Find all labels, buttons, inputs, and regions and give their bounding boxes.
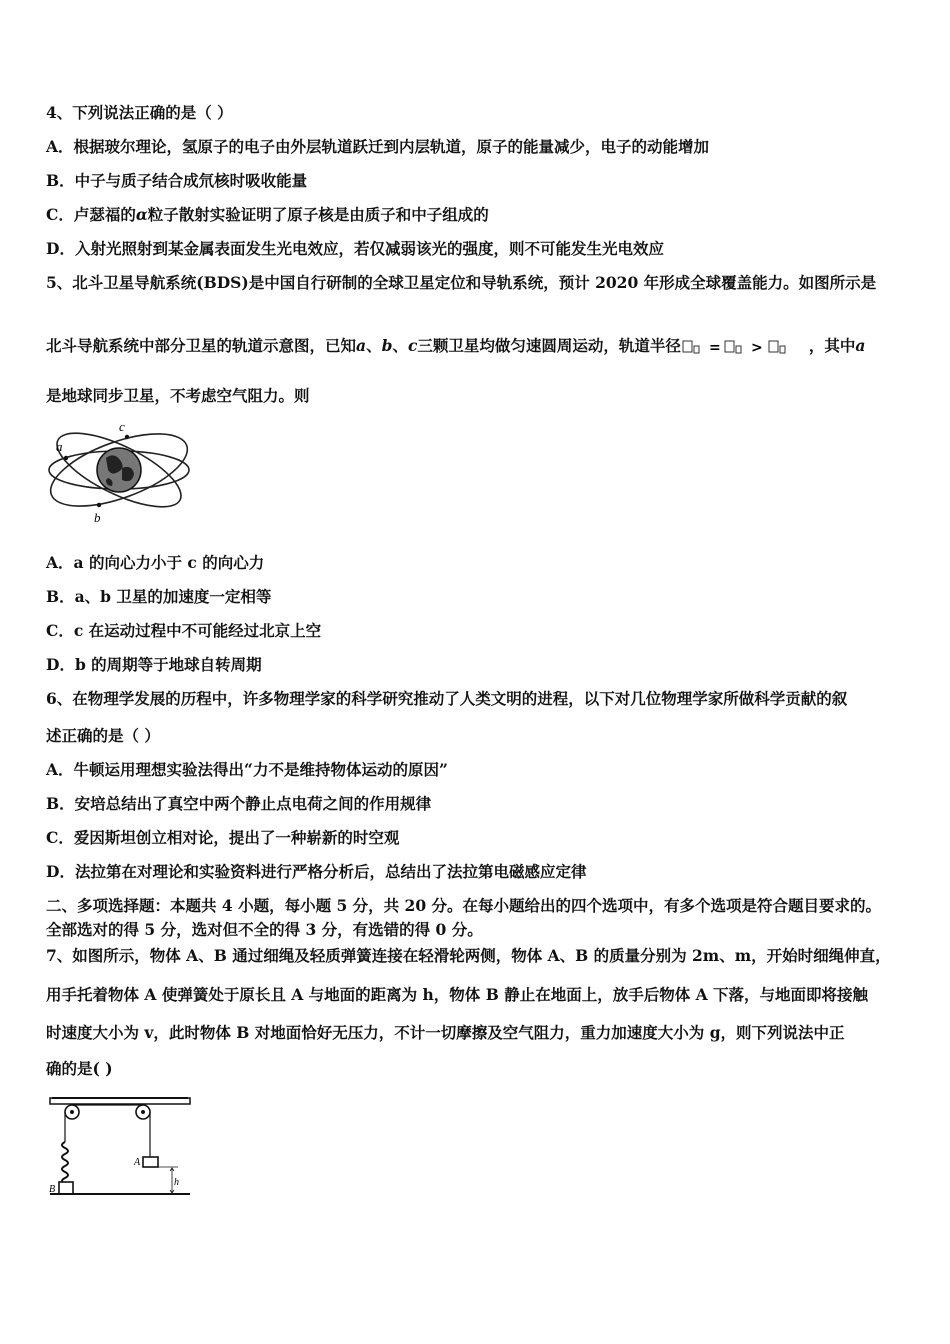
satellite-a-dot xyxy=(64,456,68,460)
q6-option-c: C．爱因斯坦创立相对论，提出了一种崭新的时空观 xyxy=(46,828,400,847)
q5-stem2-pre: 北斗导航系统中部分卫星的轨道示意图，已知 xyxy=(46,336,357,355)
q5-stem-line3: 是地球同步卫星，不考虑空气阻力。则 xyxy=(46,386,310,405)
q4-stem: 4、下列说法正确的是（ ） xyxy=(46,103,233,122)
q6-stem-line1: 6、在物理学发展的历程中，许多物理学家的科学研究推动了人类文明的进程，以下对几位物理学家所做科学贡献的叙 xyxy=(46,689,848,708)
q4-option-a: A．根据玻尔理论，氢原子的电子由外层轨道跃迁到内层轨道，原子的能量减少，电子的动能增加 xyxy=(46,137,710,156)
q5-option-b: B．a、b 卫星的加速度一定相等 xyxy=(46,587,272,606)
q5-option-d: D．b 的周期等于地球自转周期 xyxy=(46,655,262,674)
q5-option-a: A．a 的向心力小于 c 的向心力 xyxy=(46,553,265,572)
q5-stem2-mid: 三颗卫星均做匀速圆周运动，轨道半径 xyxy=(417,336,681,355)
section2-line1: 二、多项选择题：本题共 4 小题，每小题 5 分，共 20 分。在每小题给出的四个选项中，有多个选项是符合题目要求的。 xyxy=(46,896,882,915)
pulley-spring-diagram xyxy=(44,1094,194,1204)
section2-line2: 全部选对的得 5 分，选对但不全的得 3 分，有选错的得 0 分。 xyxy=(46,920,483,939)
alpha-symbol: α xyxy=(135,205,148,224)
sep-2: 、 xyxy=(392,336,408,355)
label-a: a xyxy=(56,439,63,454)
label-c: c xyxy=(119,420,125,434)
q7-stem-line3: 时速度大小为 v，此时物体 B 对地面恰好无压力，不计一切摩擦及空气阻力，重力加速度大小为 g，则下列说法中正 xyxy=(46,1023,845,1042)
q6-option-d: D．法拉第在对理论和实验资料进行严格分析后，总结出了法拉第电磁感应定律 xyxy=(46,862,587,881)
q4-option-d: D．入射光照射到某金属表面发生光电效应，若仅减弱该光的强度，则不可能发生光电效应 xyxy=(46,239,664,258)
q6-option-a: A．牛顿运用理想实验法得出“力不是维持物体运动的原因” xyxy=(46,760,448,779)
label-A: A xyxy=(134,1157,141,1168)
q5-stem-line2 xyxy=(46,336,865,356)
q7-stem-line2: 用手托着物体 A 使弹簧处于原长且 A 与地面的距离为 h，物体 B 静止在地面上，放手后物体 A 下落，与地面即将接触 xyxy=(46,985,869,1004)
q5-stem-line1: 5、北斗卫星导航系统(BDS)是中国自行研制的全球卫星定位和导轨系统，预计 2020 年形成全球覆盖能力。如图所示是 xyxy=(46,273,877,292)
satellite-orbit-diagram xyxy=(44,420,194,528)
svg-text:>: > xyxy=(750,340,763,356)
q4-option-c xyxy=(46,205,489,225)
var-a: a xyxy=(356,336,367,355)
label-h: h xyxy=(174,1177,179,1188)
sep-1: 、 xyxy=(366,336,382,355)
spring xyxy=(62,1142,68,1188)
q7-stem-line1: 7、如图所示，物体 A、B 通过细绳及轻质弹簧连接在轻滑轮两侧，物体 A、B 的质量分别为 2m、m，开始时细绳伸直， xyxy=(46,946,891,965)
q4-option-b: B．中子与质子结合成氘核时吸收能量 xyxy=(46,171,308,190)
q4-option-c-post: 粒子散射实验证明了原子核是由质子和中子组成的 xyxy=(147,205,489,224)
label-b: b xyxy=(94,510,101,525)
satellite-c-dot xyxy=(125,435,129,439)
svg-text:=: = xyxy=(708,340,721,356)
q6-stem-line2: 述正确的是（ ） xyxy=(46,726,160,745)
var-b: b xyxy=(381,336,393,355)
block-a xyxy=(143,1157,158,1167)
radius-formula-image xyxy=(681,338,809,356)
var-a-2: a xyxy=(855,336,866,355)
q6-option-b: B．安培总结出了真空中两个静止点电荷之间的作用规律 xyxy=(46,794,432,813)
q4-option-c-pre: C．卢瑟福的 xyxy=(46,205,136,224)
block-b xyxy=(59,1182,73,1194)
satellite-b-dot xyxy=(97,503,101,507)
var-c: c xyxy=(407,336,418,355)
label-B: B xyxy=(49,1184,56,1195)
q5-stem2-post: ，其中 xyxy=(808,336,856,355)
q7-stem-line4: 确的是( ) xyxy=(46,1059,113,1078)
q5-option-c: C．c 在运动过程中不可能经过北京上空 xyxy=(46,621,322,640)
